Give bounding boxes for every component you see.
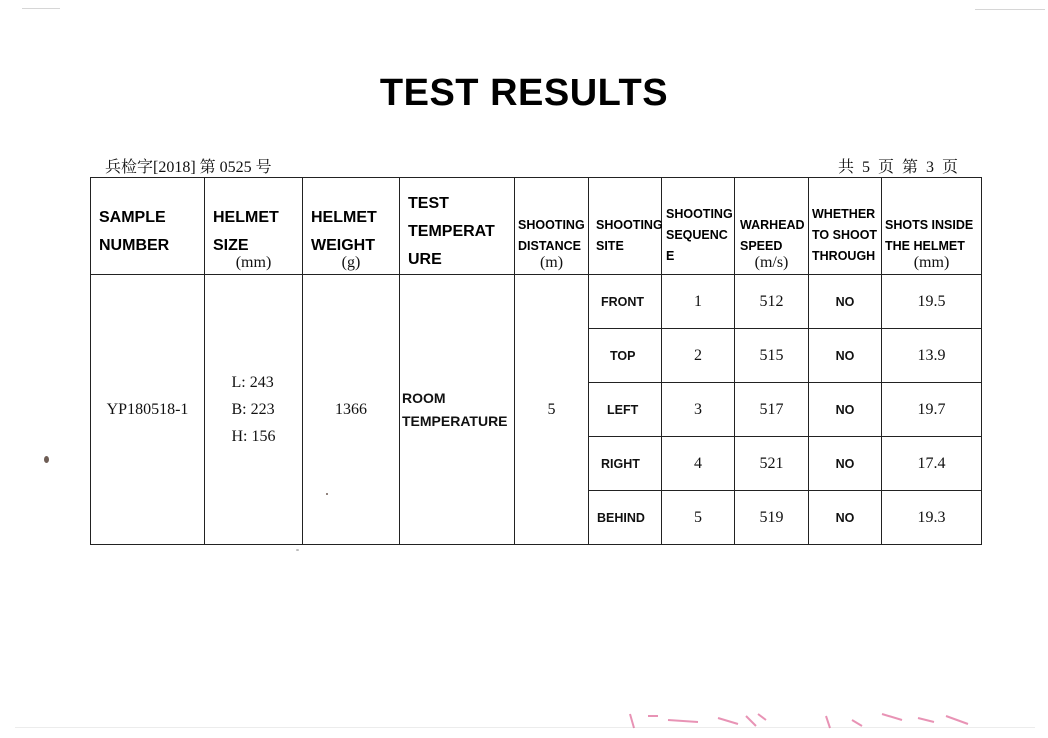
warhead-speed: 512	[735, 275, 809, 329]
header-label: SAMPLE NUMBER	[99, 209, 170, 254]
shots-inside-depth: 13.9	[882, 329, 982, 383]
warhead-speed: 519	[735, 491, 809, 545]
helmet-size-height: H: 156	[231, 428, 276, 445]
header-shooting-site	[589, 178, 662, 275]
header-label: WARHEAD SPEED	[740, 217, 805, 253]
shooting-distance-cell: 5	[515, 275, 589, 545]
shooting-sequence: 5	[662, 491, 735, 545]
helmet-size-cell	[205, 275, 303, 545]
shooting-sequence: 1	[662, 275, 735, 329]
helmet-size-length: L: 243	[231, 374, 274, 391]
sample-number-cell: YP180518-1	[91, 275, 205, 545]
shooting-site: BEHIND	[589, 491, 662, 545]
scan-edge-top-left	[22, 8, 60, 9]
stamp-mark-left	[628, 710, 768, 730]
warhead-speed: 521	[735, 437, 809, 491]
helmet-size-values	[232, 369, 276, 450]
shooting-sequence: 4	[662, 437, 735, 491]
shooting-sequence: 3	[662, 383, 735, 437]
shots-inside-depth: 19.5	[882, 275, 982, 329]
shots-inside-depth: 17.4	[882, 437, 982, 491]
stamp-mark-right	[822, 710, 972, 730]
shots-inside-depth: 19.3	[882, 491, 982, 545]
header-unit: (m)	[539, 254, 564, 271]
shooting-site: TOP	[589, 329, 662, 383]
scan-speck	[44, 456, 49, 463]
header-label: SHOOTING DISTANCE	[518, 217, 585, 253]
header-unit: (g)	[341, 254, 361, 271]
shooting-site: RIGHT	[589, 437, 662, 491]
scan-edge-top-right	[975, 9, 1045, 10]
shooting-sequence: 2	[662, 329, 735, 383]
shoot-through: NO	[809, 275, 882, 329]
shoot-through: NO	[809, 491, 882, 545]
header-shooting-distance	[515, 178, 589, 275]
header-label: HELMET SIZE	[213, 209, 279, 254]
header-label: HELMET WEIGHT	[311, 209, 377, 254]
test-results-table	[90, 177, 982, 545]
header-label: TEST TEMPERAT URE	[408, 195, 495, 268]
shooting-site: LEFT	[589, 383, 662, 437]
header-warhead-speed	[735, 178, 809, 275]
warhead-speed: 517	[735, 383, 809, 437]
header-unit: (mm)	[913, 254, 950, 271]
shooting-site: FRONT	[589, 275, 662, 329]
warhead-speed: 515	[735, 329, 809, 383]
header-unit: (mm)	[235, 254, 272, 271]
helmet-size-breadth: B: 223	[231, 401, 275, 418]
header-test-temperature	[400, 178, 515, 275]
helmet-weight-cell: 1366	[303, 275, 400, 545]
header-label: SHOOTING SITE	[596, 217, 663, 253]
header-helmet-size	[205, 178, 303, 275]
shoot-through: NO	[809, 383, 882, 437]
header-label: SHOOTING SEQUENC E	[666, 207, 733, 263]
header-shooting-sequence	[662, 178, 735, 275]
shoot-through: NO	[809, 329, 882, 383]
shoot-through: NO	[809, 437, 882, 491]
header-sample-number	[91, 178, 205, 275]
shots-inside-depth: 19.7	[882, 383, 982, 437]
header-row	[91, 178, 982, 275]
document-number: 兵检字[2018] 第 0525 号	[105, 159, 272, 176]
scan-speck	[296, 549, 299, 551]
scan-speck	[326, 493, 328, 495]
page-title: TEST RESULTS	[379, 72, 669, 114]
table-row	[91, 275, 982, 329]
header-label: SHOTS INSIDE THE HELMET	[885, 217, 974, 253]
header-helmet-weight	[303, 178, 400, 275]
header-label: WHETHER TO SHOOT THROUGH	[812, 207, 878, 263]
header-unit: (m/s)	[754, 254, 789, 271]
header-whether-shoot-through	[809, 178, 882, 275]
header-shots-inside-helmet	[882, 178, 982, 275]
test-temperature-cell: ROOM TEMPERATURE	[400, 275, 515, 545]
page-count: 共 5 页 第 3 页	[837, 159, 958, 176]
